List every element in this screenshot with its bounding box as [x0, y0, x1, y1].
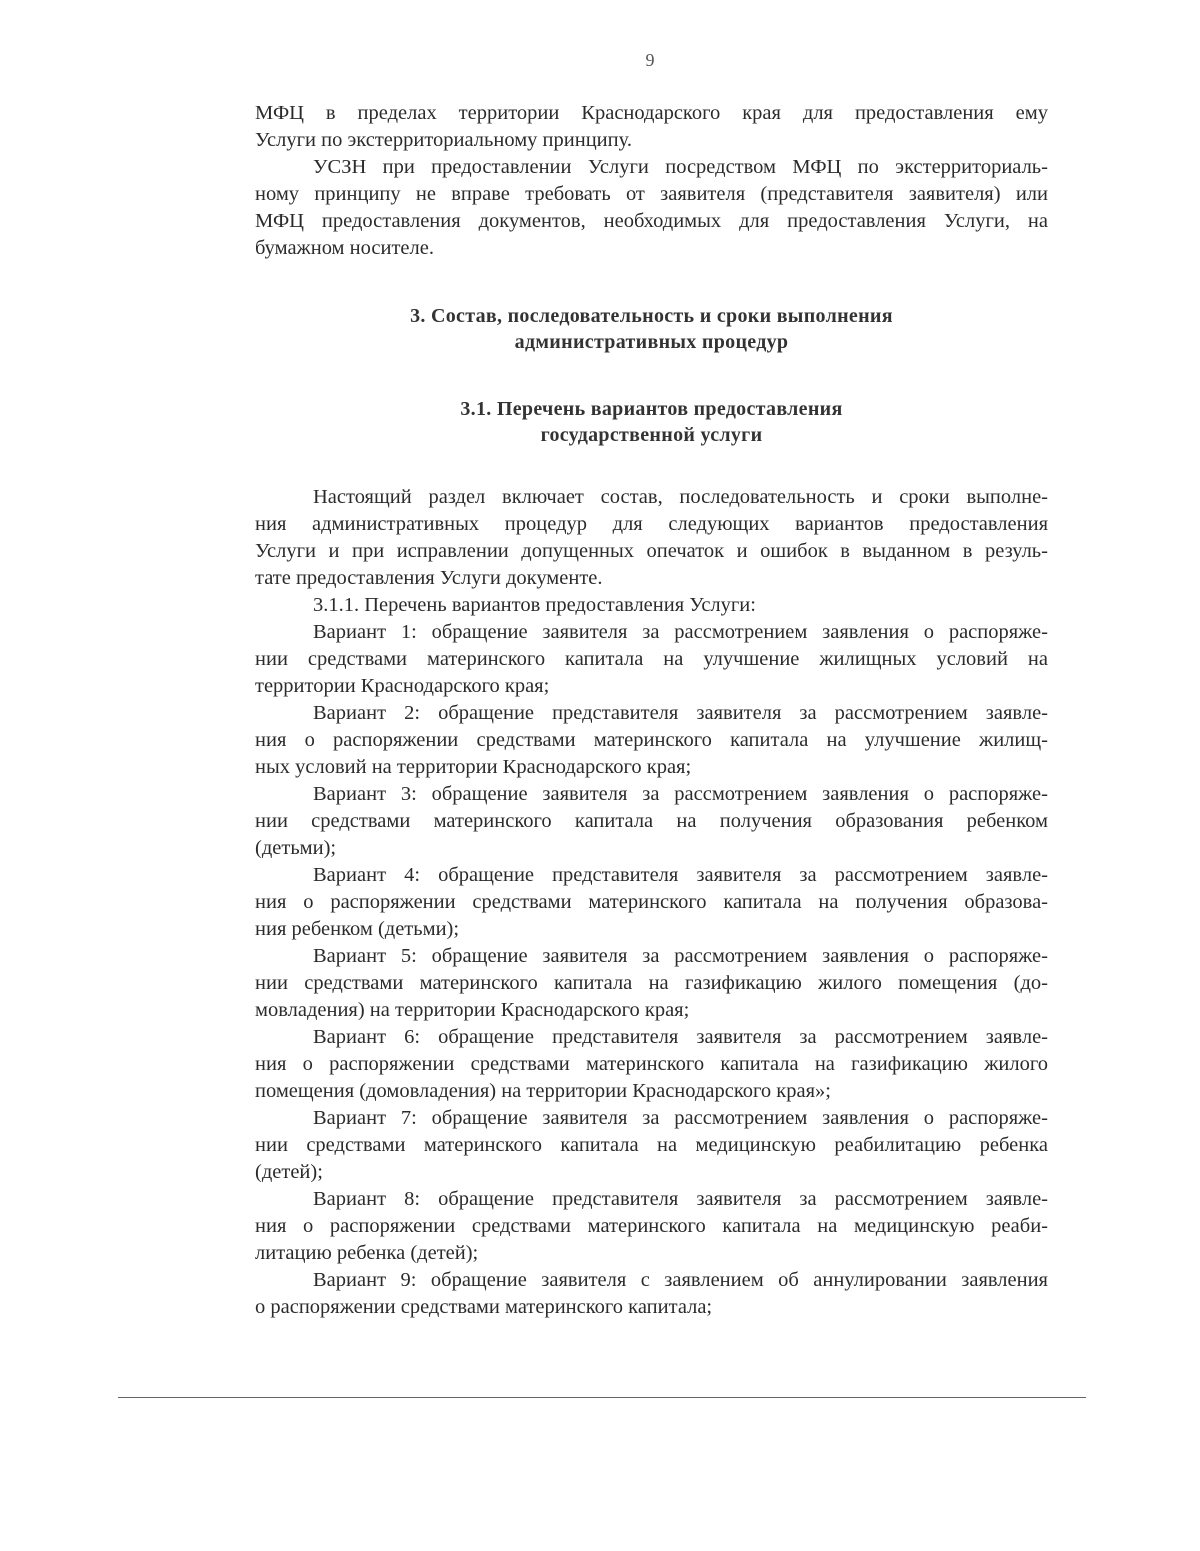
paragraph-line: ных условий на территории Краснодарского края; [255, 756, 692, 778]
intro-text [255, 100, 1048, 262]
paragraph-line: помещения (домовладения) на территории Краснодарского края»; [255, 1080, 831, 1102]
paragraph-line: ния о распоряжении средствами материнского капитала на получения образова- [255, 891, 1048, 913]
paragraph-line: Вариант 1: обращение заявителя за рассмотрением заявления о распоряже- [313, 621, 1048, 643]
paragraph-line: ному принципу не вправе требовать от заявителя (представителя заявителя) или [255, 183, 1048, 205]
subsection-heading [255, 396, 1048, 448]
paragraph-line: мовладения) на территории Краснодарского края; [255, 999, 690, 1021]
paragraph-line: (детей); [255, 1161, 323, 1183]
paragraph-line: Вариант 6: обращение представителя заявителя за рассмотрением заявле- [313, 1026, 1048, 1048]
paragraph-line: МФЦ в пределах территории Краснодарского края для предоставления ему [255, 102, 1048, 124]
document-body [255, 100, 1048, 1321]
paragraph-line: ния о распоряжении средствами материнского капитала на газификацию жилого [255, 1053, 1048, 1075]
paragraph-line: Вариант 9: обращение заявителя с заявлением об аннулировании заявления [313, 1269, 1048, 1291]
paragraph-line: тате предоставления Услуги документе. [255, 567, 603, 589]
paragraph [255, 1267, 1048, 1321]
paragraph-line: нии средствами материнского капитала на улучшение жилищных условий на [255, 648, 1048, 670]
paragraph-line: ния о распоряжении средствами материнского капитала на улучшение жилищ- [255, 729, 1048, 751]
subsection-heading-line-2: государственной услуги [540, 424, 763, 446]
section-heading-line-1: 3. Состав, последовательность и сроки выполнения [410, 305, 893, 327]
paragraph [255, 781, 1048, 862]
section-text [255, 484, 1048, 1321]
paragraph-line: Вариант 3: обращение заявителя за рассмотрением заявления о распоряже- [313, 783, 1048, 805]
paragraph-line: 3.1.1. Перечень вариантов предоставления Услуги: [313, 594, 756, 616]
paragraph [255, 154, 1048, 262]
paragraph [255, 100, 1048, 154]
paragraph-line: Вариант 4: обращение представителя заявителя за рассмотрением заявле- [313, 864, 1048, 886]
paragraph [255, 619, 1048, 700]
paragraph [255, 1024, 1048, 1105]
section-heading-line-2: административных процедур [514, 331, 789, 353]
paragraph-line: УСЗН при предоставлении Услуги посредством МФЦ по экстерриториаль- [313, 156, 1048, 178]
paragraph-line: ния ребенком (детьми); [255, 918, 460, 940]
paragraph-line: нии средствами материнского капитала на получения образования ребенком [255, 810, 1048, 832]
page-number: 9 [645, 50, 655, 70]
paragraph-line: ния о распоряжении средствами материнского капитала на медицинскую реаби- [255, 1215, 1048, 1237]
paragraph-line: литацию ребенка (детей); [255, 1242, 479, 1264]
paragraph-line: Вариант 7: обращение заявителя за рассмотрением заявления о распоряже- [313, 1107, 1048, 1129]
paragraph [255, 592, 1048, 619]
paragraph-line: Вариант 5: обращение заявителя за рассмотрением заявления о распоряже- [313, 945, 1048, 967]
paragraph-line: Вариант 2: обращение представителя заявителя за рассмотрением заявле- [313, 702, 1048, 724]
paragraph-line: (детьми); [255, 837, 337, 859]
subsection-heading-line-1: 3.1. Перечень вариантов предоставления [460, 398, 843, 420]
paragraph-line: бумажном носителе. [255, 237, 434, 259]
paragraph-line: Вариант 8: обращение представителя заявителя за рассмотрением заявле- [313, 1188, 1048, 1210]
section-heading [255, 303, 1048, 355]
paragraph-line: нии средствами материнского капитала на газификацию жилого помещения (до- [255, 972, 1048, 994]
paragraph [255, 862, 1048, 943]
paragraph-line: Настоящий раздел включает состав, последовательность и сроки выполне- [313, 486, 1048, 508]
paragraph-line: о распоряжении средствами материнского капитала; [255, 1296, 713, 1318]
paragraph [255, 943, 1048, 1024]
paragraph-line: Услуги по экстерриториальному принципу. [255, 129, 632, 151]
paragraph [255, 700, 1048, 781]
bottom-rule [118, 1397, 1086, 1398]
paragraph-line: нии средствами материнского капитала на медицинскую реабилитацию ребенка [255, 1134, 1048, 1156]
paragraph-line: ния административных процедур для следующих вариантов предоставления [255, 513, 1048, 535]
paragraph-line: МФЦ предоставления документов, необходимых для предоставления Услуги, на [255, 210, 1048, 232]
paragraph [255, 484, 1048, 592]
paragraph-line: Услуги и при исправлении допущенных опечаток и ошибок в выданном в резуль- [255, 540, 1048, 562]
paragraph [255, 1186, 1048, 1267]
paragraph [255, 1105, 1048, 1186]
paragraph-line: территории Краснодарского края; [255, 675, 550, 697]
